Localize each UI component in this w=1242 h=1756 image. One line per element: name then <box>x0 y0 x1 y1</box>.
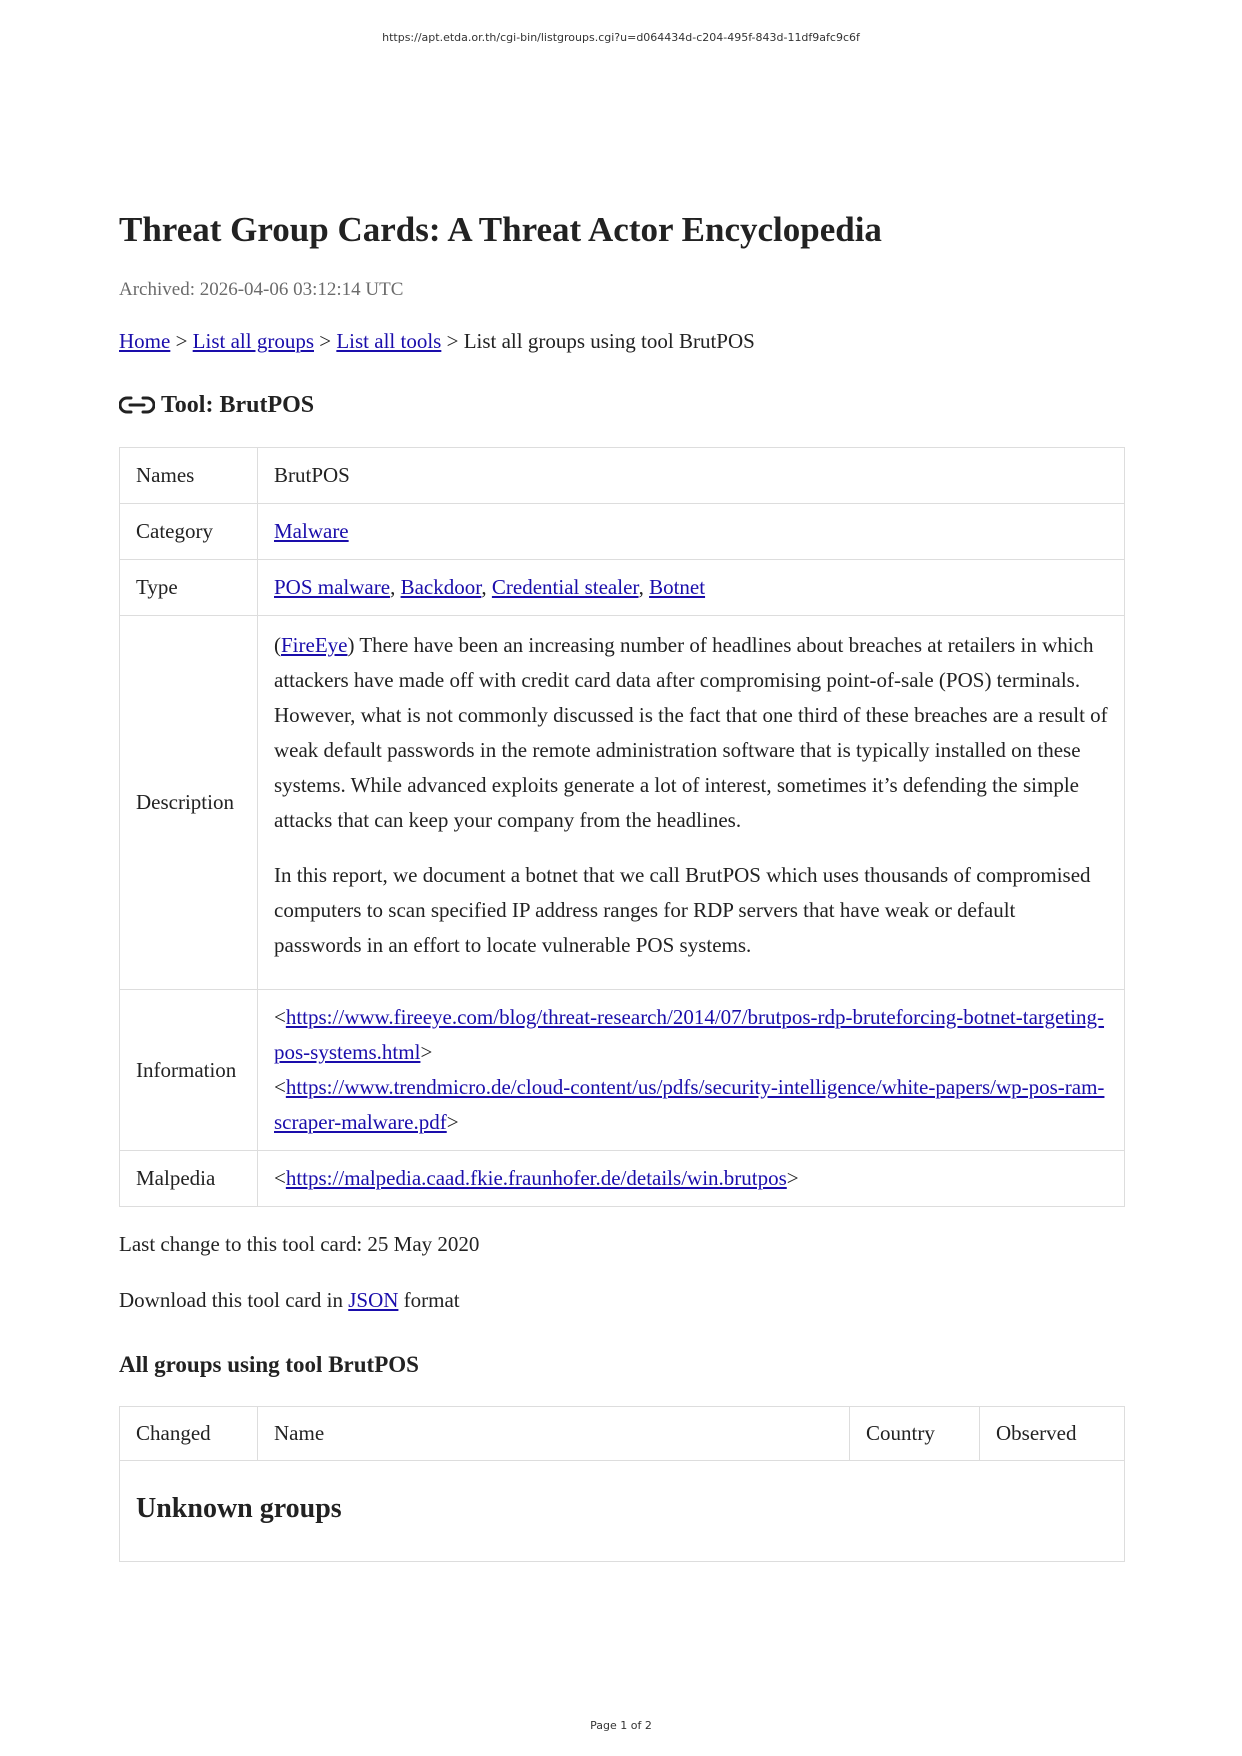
description-paragraph: In this report, we document a botnet that we call BrutPOS which uses thousands of compromised computers to scan specified IP address ranges for RDP servers that have weak or default passwords in an effort to locate vulnerable POS systems. <box>274 863 1091 957</box>
information-value <box>258 990 1125 1151</box>
table-row <box>120 990 1125 1151</box>
archived-timestamp: Archived: 2026-04-06 03:12:14 UTC <box>119 279 404 300</box>
type-separator: , <box>481 575 487 599</box>
table-row <box>120 448 1125 504</box>
link-icon <box>119 395 155 415</box>
table-row <box>120 560 1125 616</box>
names-label: Names <box>120 448 258 504</box>
breadcrumb <box>119 326 1125 356</box>
table-row <box>120 1461 1125 1562</box>
column-header-changed: Changed <box>120 1407 258 1461</box>
malpedia-value <box>258 1151 1125 1207</box>
download-text <box>119 1285 1125 1315</box>
type-link[interactable]: Backdoor <box>400 575 482 599</box>
column-header-country: Country <box>850 1407 980 1461</box>
page-url-header: https://apt.etda.or.th/cgi-bin/listgroups.cgi?u=d064434d-c204-495f-843d-11df9afc9c6f <box>382 31 860 44</box>
tool-card-table <box>119 447 1125 1207</box>
last-change-text: Last change to this tool card: 25 May 2020 <box>119 1232 480 1256</box>
type-label: Type <box>120 560 258 616</box>
table-header-row <box>120 1407 1125 1461</box>
type-link[interactable]: POS malware <box>274 575 391 599</box>
names-value: BrutPOS <box>258 448 1125 504</box>
malpedia-link[interactable]: https://malpedia.caad.fkie.fraunhofer.de/details/win.brutpos <box>285 1166 787 1190</box>
unknown-groups-cell <box>120 1461 1125 1562</box>
download-suffix: format <box>403 1288 460 1312</box>
angle-bracket: < <box>274 1075 286 1099</box>
breadcrumb-separator: > <box>175 329 188 353</box>
category-label: Category <box>120 504 258 560</box>
page-number: Page 1 of 2 <box>590 1719 652 1732</box>
angle-bracket: > <box>420 1040 433 1064</box>
description-paragraph: (FireEye) There have been an increasing number of headlines about breaches at retailers in which attackers have made off with credit card data after compromising point-of-sale (POS) terminals. However, what is not commonly discussed is the fact that one third of these breaches are a result of weak default passwords in the remote administration software that is typically installed on these systems. While advanced exploits generate a lot of interest, sometimes it’s defending the simple attacks that can keep your company from the headlines. <box>274 633 1108 832</box>
information-link[interactable]: https://www.trendmicro.de/cloud-content/us/pdfs/security-intelligence/white-papers/wp-pos-ram-scraper-malware.pdf <box>274 1075 1105 1134</box>
type-link[interactable]: Credential stealer <box>491 575 639 599</box>
type-values <box>258 560 1125 616</box>
description-text: There have been an increasing number of headlines about breaches at retailers in which attackers have made off with credit card data after compromising point-of-sale (POS) terminals. However, what is not commonly discussed is the fact that one third of these breaches are a result of weak default passwords in the remote administration software that is typically installed on these systems. While advanced exploits generate a lot of interest, sometimes it’s defending the simple attacks that can keep your company from the headlines. <box>274 633 1108 832</box>
information-label: Information <box>120 990 258 1151</box>
tool-heading-text: Tool: BrutPOS <box>161 392 315 418</box>
unknown-groups-title: Unknown groups <box>136 1493 342 1524</box>
table-row <box>120 1151 1125 1207</box>
angle-bracket: < <box>274 1005 286 1029</box>
groups-table <box>119 1406 1125 1562</box>
breadcrumb-list-groups-link[interactable]: List all groups <box>192 329 314 353</box>
table-row <box>120 504 1125 560</box>
breadcrumb-separator: > <box>446 329 459 353</box>
table-row <box>120 616 1125 990</box>
information-link[interactable]: https://www.fireeye.com/blog/threat-research/2014/07/brutpos-rdp-bruteforcing-botnet-targeting-pos-systems.html <box>274 1005 1105 1064</box>
fireeye-source-link[interactable]: FireEye <box>281 633 348 657</box>
breadcrumb-current: List all groups using tool BrutPOS <box>463 329 755 353</box>
breadcrumb-list-tools-link[interactable]: List all tools <box>336 329 442 353</box>
column-header-observed: Observed <box>980 1407 1125 1461</box>
type-separator: , <box>390 575 396 599</box>
json-download-link[interactable]: JSON <box>348 1288 399 1312</box>
angle-bracket: < <box>274 1166 286 1190</box>
angle-bracket: > <box>786 1166 799 1190</box>
type-link[interactable]: Botnet <box>649 575 706 599</box>
breadcrumb-home-link[interactable]: Home <box>119 329 171 353</box>
description-label: Description <box>120 616 258 990</box>
download-prefix: Download this tool card in <box>119 1288 343 1312</box>
category-link[interactable]: Malware <box>274 519 349 543</box>
page-title: Threat Group Cards: A Threat Actor Encyclopedia <box>119 210 882 249</box>
tool-heading <box>119 389 1125 421</box>
type-separator: , <box>638 575 644 599</box>
main-content <box>119 208 1125 1562</box>
groups-heading: All groups using tool BrutPOS <box>119 1352 419 1377</box>
malpedia-label: Malpedia <box>120 1151 258 1207</box>
angle-bracket: > <box>446 1110 459 1134</box>
column-header-name: Name <box>258 1407 850 1461</box>
description-value <box>258 616 1125 990</box>
breadcrumb-separator: > <box>319 329 332 353</box>
